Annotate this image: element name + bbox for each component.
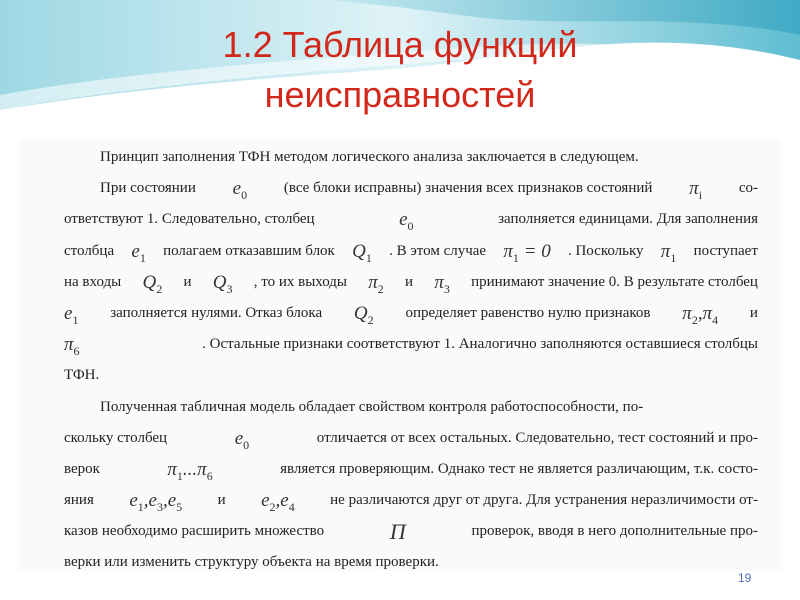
text-span: заполняется единицами. Для заполнения — [498, 211, 758, 228]
text-span: полагаем отказавшим блок — [163, 242, 335, 259]
math-q2: $Q_2$ — [353, 302, 374, 327]
text-span: на входы — [64, 273, 122, 290]
math-q2: $Q_2$ — [142, 271, 163, 296]
math-q1: $Q_1$ — [352, 240, 372, 265]
slide-title-line-2: неисправностей — [264, 74, 536, 115]
text-span: и — [217, 492, 226, 509]
math-pi-i: $\pi_i$ — [689, 178, 703, 202]
text-line-6 — [64, 298, 758, 329]
text-line-11 — [64, 454, 758, 485]
text-span: верок — [64, 460, 100, 477]
text-span: со- — [738, 180, 758, 197]
math-e0: $e_0$ — [232, 178, 248, 202]
text-line-8 — [64, 360, 758, 391]
text-span: . Остальные признаки соответствуют 1. Аналогично заполняются оставшиеся столбцы — [202, 336, 758, 353]
slide-title-line-1: 1.2 Таблица функций — [222, 24, 578, 65]
text-span: поступает — [693, 242, 758, 259]
text-span: Принцип заполнения ТФН методом логического анализа заключается в следующем. — [100, 149, 639, 165]
text-line-2 — [64, 173, 758, 204]
document-text — [64, 142, 758, 579]
math-pi6: $\pi_6$ — [64, 334, 80, 358]
text-line-3 — [64, 204, 758, 235]
text-line-7 — [64, 329, 758, 360]
text-line-10 — [64, 423, 758, 454]
math-e0: $e_0$ — [399, 209, 414, 234]
text-line-5 — [64, 267, 758, 298]
text-span: отличается от всех остальных. Следовательно, тест состояний и про- — [316, 429, 758, 446]
math-pi1: $\pi_1$ — [660, 240, 677, 265]
text-span: и — [749, 304, 758, 321]
math-pi2-pi4: $\pi_2,\pi_4$ — [682, 302, 719, 327]
math-e1: $e_1$ — [131, 240, 146, 265]
text-span: определяет равенство нулю признаков — [405, 304, 651, 321]
text-span: казов необходимо расширить множество — [64, 523, 325, 540]
text-span: Полученная табличная модель обладает свойством контроля работоспособности, по- — [100, 398, 644, 415]
text-span: верки или изменить структуру объекта на время проверки. — [64, 554, 439, 571]
text-line-4 — [64, 236, 758, 267]
math-e2-e4: $e_2,e_4$ — [261, 490, 295, 514]
text-span: заполняется нулями. Отказ блока — [110, 304, 323, 321]
text-span: скольку столбец — [64, 429, 168, 446]
math-pi3: $\pi_3$ — [434, 271, 450, 296]
text-line-1 — [64, 142, 758, 173]
math-e1-e3-e5: $e_1,e_3,e_5$ — [129, 490, 183, 514]
text-span: . Поскольку — [567, 242, 644, 259]
math-capital-pi: Π — [389, 519, 406, 545]
math-pi2: $\pi_2$ — [368, 271, 384, 296]
text-span: , то их выходы — [253, 273, 347, 290]
slide-title — [0, 20, 800, 120]
text-line-13 — [64, 516, 758, 547]
math-pi1-eq-0: $\pi_1 = 0$ — [503, 240, 551, 265]
text-span: ответствуют 1. Следовательно, столбец — [64, 211, 315, 228]
text-span: и — [405, 273, 414, 290]
text-span: ТФН. — [64, 367, 100, 384]
text-span: яния — [64, 492, 94, 509]
text-span: При состоянии — [100, 180, 196, 197]
text-span: и — [183, 273, 192, 290]
math-q3: $Q_3$ — [212, 271, 233, 296]
text-line-12 — [64, 485, 758, 516]
text-span: столбца — [64, 242, 115, 259]
math-pi1-to-pi6: $\pi_1...\pi_6$ — [167, 458, 213, 483]
text-span: не различаются друг от друга. Для устранения неразличимости от- — [330, 492, 758, 509]
page-number: 19 — [738, 571, 752, 585]
math-e0: $e_0$ — [234, 427, 250, 452]
text-line-9 — [64, 392, 758, 423]
text-line-14 — [64, 547, 758, 578]
math-e1: $e_1$ — [64, 302, 79, 327]
text-span: является проверяющим. Однако тест не является различающим, т.к. состо- — [280, 460, 758, 477]
text-span: . В этом случае — [389, 242, 487, 259]
text-span: проверок, вводя в него дополнительные про- — [471, 523, 758, 540]
text-span: принимают значение 0. В результате столбец — [471, 273, 758, 290]
text-span: (все блоки исправны) значения всех признаков состояний — [283, 180, 653, 197]
